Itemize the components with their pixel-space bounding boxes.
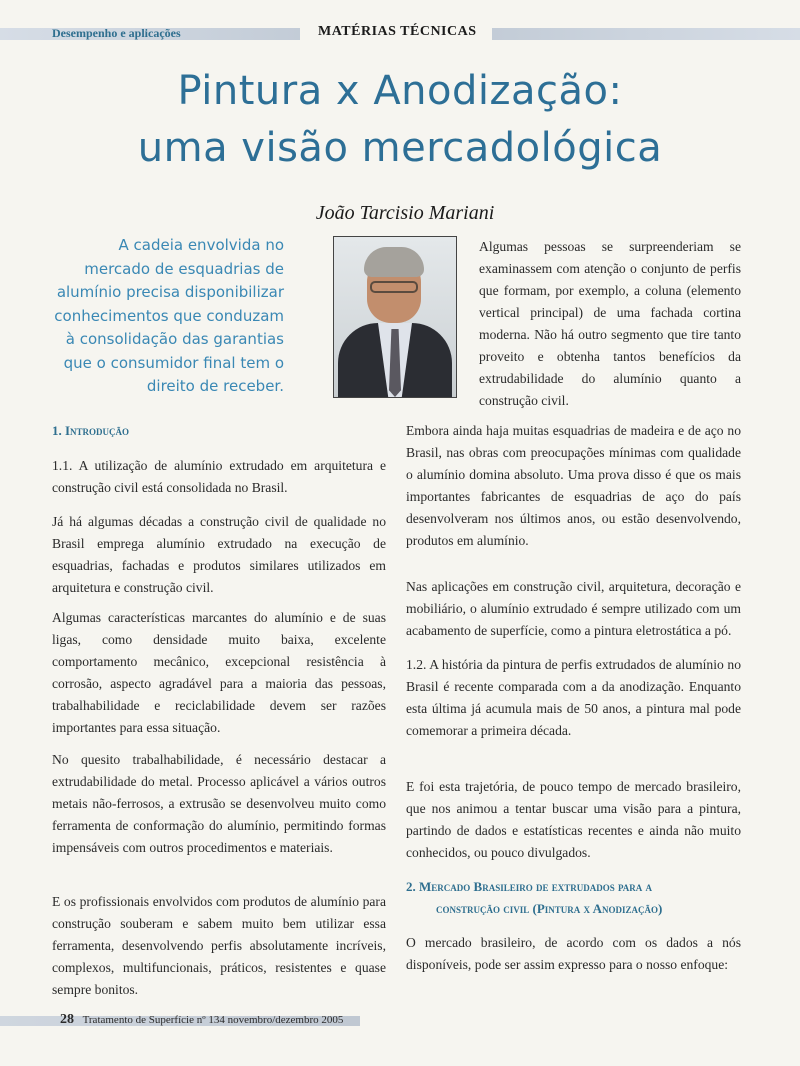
page-number: 28 <box>60 1012 74 1027</box>
section1-heading: 1. Introdução <box>52 423 130 438</box>
right-column-paragraph: E foi esta trajetória, de pouco tempo de mercado brasileiro, que nos animou a tentar buscar uma visão para a pintura, partindo de dados e estatísticas recentes e ainda não muito conhecidos, ou pouco divulgados. <box>406 779 741 860</box>
pull-quote-line: mercado de esquadrias de <box>84 259 284 278</box>
author-name: João Tarcisio Mariani <box>315 202 495 224</box>
header-rule-right <box>492 28 800 40</box>
pull-quote-line: direito de receber. <box>146 377 284 395</box>
article-title-line1: Pintura x Anodização: <box>177 68 623 114</box>
section2-heading-line2: construção civil (Pintura x Anodização) <box>436 901 663 916</box>
section2-paragraph: O mercado brasileiro, de acordo com os dados a nós disponíveis, pode ser assim expresso para o nosso enfoque: <box>406 935 741 972</box>
footer-text: Tratamento de Superfície nº 134 novembro/dezembro 2005 <box>82 1014 344 1026</box>
section1-paragraph: Já há algumas décadas a construção civil de qualidade no Brasil emprega alumínio extrudado na execução de esquadrias, fachadas e produtos similares utilizados em arquitetura e construção civil. <box>52 514 386 595</box>
pull-quote-line: à consolidação das garantias <box>65 330 284 348</box>
section1-paragraph: Algumas características marcantes do alumínio e de suas ligas, como densidade muito baixa, excelente comportamento mecânico, excepcional resistência à corrosão, aspecto agradável para a maioria das pessoas, trabalhabilidade e reciclabilidade devem ser razões importantes para essa situação. <box>52 610 386 735</box>
section-label: Desempenho e aplicações <box>52 26 181 40</box>
pull-quote-line: alumínio precisa disponibilizar <box>56 283 284 301</box>
right-column-paragraph: 1.2. A história da pintura de perfis extrudados de alumínio no Brasil é recente comparada com a da anodização. Enquanto esta última já acumula mais de 50 anos, a pintura mal pode comemorar a primeira década. <box>406 657 741 738</box>
right-column-paragraph: Embora ainda haja muitas esquadrias de madeira e de aço no Brasil, nas obras com preocupações mínimas com qualidade o alumínio domina absoluto. Uma prova disso é que os mais importantes fabricantes de esquadrias de aço do país desenvolveram nos últimos anos, ou estão desenvolvendo, produtos em alumínio. <box>406 423 741 548</box>
section2-heading-line1: 2. Mercado Brasileiro de extrudados para a <box>406 879 653 894</box>
category-label: MATÉRIAS TÉCNICAS <box>318 24 477 39</box>
pull-quote <box>40 234 284 399</box>
pull-quote-line: conhecimentos que conduzam <box>54 306 284 325</box>
intro-paragraph: Algumas pessoas se surpreenderiam se examinassem com atenção o conjunto de perfis que formam, por exemplo, a coluna (elemento vertical principal) de uma fachada cortina moderna. Não há outro segmento que tire tanto proveito e obtenha tantos benefícios da extrudabilidade do alumínio quanto a construção civil. <box>479 239 741 408</box>
right-column-paragraph: Nas aplicações em construção civil, arquitetura, decoração e mobiliário, o alumínio extrudado é sempre utilizado com um acabamento de superfície, como a pintura eletrostática a pó. <box>406 579 741 638</box>
section1-paragraph: 1.1. A utilização de alumínio extrudado em arquitetura e construção civil está consolidada no Brasil. <box>52 458 386 495</box>
article-title-line2: uma visão mercadológica <box>137 125 663 171</box>
pull-quote-line: A cadeia envolvida no <box>118 236 284 254</box>
page-footer <box>60 1012 343 1028</box>
pull-quote-line: que o consumidor final tem o <box>63 353 284 372</box>
author-photo <box>333 236 457 398</box>
section1-paragraph: No quesito trabalhabilidade, é necessário destacar a extrudabilidade do metal. Processo aplicável a vários outros metais não-ferrosos, a extrusão se desenvolveu muito como ferramenta de conformação do alumínio, permitindo formas impensáveis com outros procedimentos e materiais. <box>52 752 386 855</box>
section1-paragraph: E os profissionais envolvidos com produtos de alumínio para construção souberam e sabem muito bem utilizar essa ferramenta, desenvolvendo perfis absolutamente incríveis, complexos, multifuncionais, práticos, resistentes e quase sempre bonitos. <box>52 894 386 997</box>
